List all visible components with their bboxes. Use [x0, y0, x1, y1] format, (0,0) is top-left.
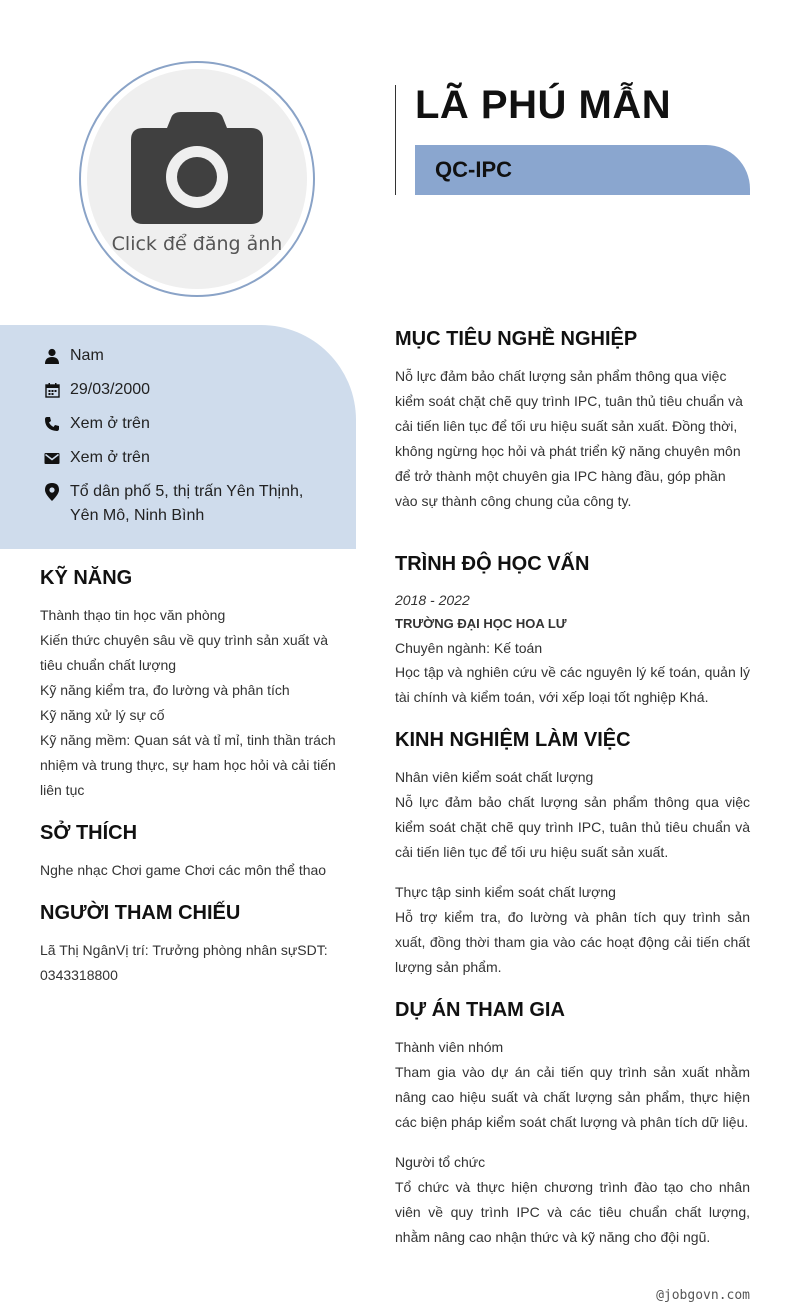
skill-item: Kiến thức chuyên sâu về quy trình sản xuất và tiêu chuẩn chất lượng: [40, 632, 328, 673]
project-role: Người tổ chức: [395, 1154, 486, 1170]
avatar-caption: Click để đăng ảnh: [111, 233, 283, 255]
candidate-name: LÃ PHÚ MẪN: [415, 83, 672, 127]
skill-item: Kỹ năng xử lý sự cố: [40, 707, 165, 723]
mail-icon: [42, 446, 62, 470]
projects-title: DỰ ÁN THAM GIA: [395, 999, 565, 1021]
calendar-icon: [42, 378, 62, 402]
experience-desc: Hỗ trợ kiểm tra, đo lường và phân tích quy trình sản xuất, đồng thời tham gia vào các hoạt động cải tiến chất lượng sản phẩm.: [395, 909, 750, 975]
project-item: [395, 1150, 750, 1250]
project-item: [395, 1035, 750, 1135]
references-title: NGƯỜI THAM CHIẾU: [40, 902, 241, 924]
birthday-text: 29/03/2000: [70, 381, 151, 398]
skills-list: [40, 603, 352, 803]
hobbies-title: SỞ THÍCH: [40, 822, 138, 844]
location-pin-icon: [42, 480, 62, 504]
header-divider: [395, 85, 396, 195]
education-school: TRƯỜNG ĐẠI HỌC HOA LƯ: [395, 616, 567, 631]
project-desc: Tham gia vào dự án cải tiến quy trình sản xuất nhằm nâng cao hiệu suất và chất lượng sản phẩm, thực hiện các biện pháp kiểm soát chất lượng và phân tích dữ liệu.: [395, 1064, 750, 1130]
gender-text: Nam: [70, 347, 104, 364]
contact-email: [42, 446, 150, 470]
objective-title: MỤC TIÊU NGHỀ NGHIỆP: [395, 328, 638, 350]
experience-item: [395, 880, 750, 980]
experience-desc: Nỗ lực đảm bảo chất lượng sản phẩm thông qua việc kiểm soát chặt chẽ quy trình IPC, tuân thủ tiêu chuẩn và cải tiến liên tục để tối ưu hiệu suất sản xuất.: [395, 794, 750, 860]
project-role: Thành viên nhóm: [395, 1039, 504, 1055]
email-text: Xem ở trên: [70, 449, 150, 466]
experience-item: [395, 765, 750, 865]
education-major: Chuyên ngành: Kế toán: [395, 640, 543, 656]
person-icon: [42, 344, 62, 368]
contact-panel: [0, 325, 356, 549]
references-text: Lã Thị NgânVị trí: Trưởng phòng nhân sựSDT: 0343318800: [40, 942, 328, 983]
avatar: [79, 61, 315, 297]
avatar-upload-button[interactable]: [87, 69, 307, 289]
contact-address: [42, 480, 303, 528]
experience-role: Nhân viên kiểm soát chất lượng: [395, 769, 594, 785]
education-period: 2018 - 2022: [395, 592, 470, 608]
address-line-2: Yên Mô, Ninh Bình: [70, 507, 205, 524]
objective-text: Nỗ lực đảm bảo chất lượng sản phẩm thông qua việc kiểm soát chặt chẽ quy trình IPC, tuân thủ tiêu chuẩn và cải tiến liên tục để tối ưu hiệu suất sản xuất. Đồng thời, không ngừng học hỏi và phát triển kỹ năng chuyên môn để trở thành một chuyên gia IPC hàng đầu, góp phần vào sự thành công chung của công ty.: [395, 368, 743, 509]
experience-title: KINH NGHIỆM LÀM VIỆC: [395, 729, 631, 751]
role-band: [415, 145, 750, 195]
skill-item: Kỹ năng mềm: Quan sát và tỉ mỉ, tinh thần trách nhiệm và trung thực, sự ham học hỏi và cải tiến liên tục: [40, 732, 336, 798]
experience-role: Thực tập sinh kiểm soát chất lượng: [395, 884, 616, 900]
address-line-1: Tổ dân phố 5, thị trấn Yên Thịnh,: [70, 483, 304, 500]
education-block: [395, 588, 750, 710]
project-desc: Tổ chức và thực hiện chương trình đào tạo cho nhân viên về quy trình IPC và các tiêu chuẩn chất lượng, nhằm nâng cao nhận thức và kỹ năng cho đội ngũ.: [395, 1179, 750, 1245]
phone-text: Xem ở trên: [70, 415, 150, 432]
role-title: QC-IPC: [435, 157, 512, 182]
skill-item: Thành thạo tin học văn phòng: [40, 607, 226, 623]
contact-birthday: [42, 378, 150, 402]
hobbies-text: Nghe nhạc Chơi game Chơi các môn thể thao: [40, 862, 327, 878]
watermark: @jobgovn.com: [656, 1288, 750, 1303]
education-title: TRÌNH ĐỘ HỌC VẤN: [395, 553, 590, 575]
skill-item: Kỹ năng kiểm tra, đo lường và phân tích: [40, 682, 290, 698]
contact-phone: [42, 412, 150, 436]
camera-icon: [131, 110, 263, 226]
contact-gender: [42, 344, 104, 368]
education-desc: Học tập và nghiên cứu về các nguyên lý kế toán, quản lý tài chính và kiểm toán, với xếp loại tốt nghiệp Khá.: [395, 664, 750, 705]
skills-title: KỸ NĂNG: [40, 567, 133, 589]
phone-icon: [42, 412, 62, 436]
